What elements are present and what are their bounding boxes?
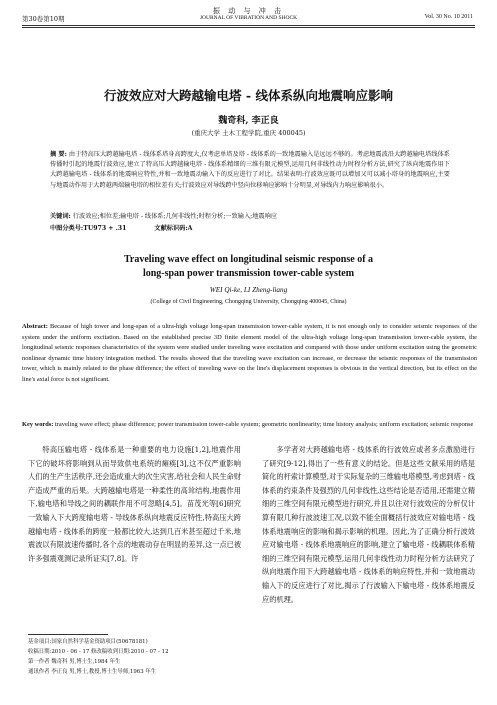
abstract-cn-text: 由于特高压大跨越输电塔 - 线体系塔身高跨度大,仅考虑单塔及塔 - 线体系的一致地震输入是远远不够的。考虑地震波沿大跨越输电塔线体系传播时引起的地震行波效应,建立了特高压大跨越输电塔 - 线体系精细的三维有限元模型,运用几何非线性动力时程分析方法,研究了纵向地震作用下大跨越输电塔 - 线体系的地震响应特性,并和一致地震动输入下的反应进行了对比。结果表明:行波效应既可以增加又可以减小塔身的地震响应,主要与地震动作用于大跨越两端输电塔的相位差有关;行波效应对导线跨中竖向位移响应影响十分明显,对导线内力响应影响很小。 [50,151,450,189]
doc-code-label: 文献标识码: [154,225,188,232]
authors-en: WEI Qi-ke, LI Zheng-liang [209,286,288,294]
footnote-first-author: 第一作者 魏奇科 男,博士生,1984 年生 [28,659,121,665]
authors-cn: 魏奇科, 李正良 [218,116,279,126]
abstract-cn-label: 摘 要: [50,151,67,158]
journal-name-cn: 振 动 与 冲 击 [213,7,284,15]
header-rule-thin [22,27,475,28]
clc-label: 中图分类号: [50,225,84,232]
journal-name-en: JOURNAL OF VIBRATION AND SHOCK [199,15,298,21]
keywords-cn [50,211,450,220]
footnote-corresponding: 通讯作者 李正良 男,博士,教授,博士生导师,1963 年生 [28,669,157,675]
abstract-en [22,322,477,386]
paper-title-cn: 行波效应对大跨越输电塔 - 线体系纵向地震响应影响 [104,88,393,103]
classification-line [50,223,450,232]
clc-value: TU973 + .31 [83,225,127,232]
body-column-right: 多学者对大跨越输电塔 - 线体系的行波效应或者多点激励进行了研究[9-12],得出了一些有意义的结论。但是这些文献采用的塔是简化的杆索计算模型,对于实际复杂的三维输电塔模型,考虑到塔 - 线体系的约束条件及强烈的几何非线性,这些结论是否适用,还需建立精细的三维空间有限元模型进行研究,并且以往对行波效应的分析仅计算有限几种行波波速工况,以致不能全面概括行波效应对输电塔 - 线体系地震响应的影响和揭示影响的机理。因此,为了正确分析行波效应对输电塔 - 线体系地震响应的影响,建立了输电塔 - 线耦联体系精细的三维空间有限元模型,运用几何非线性动力时程分析方法研究了纵向地震作用下大跨越输电塔 - 线体系的响应特性,并和一致地震动输入下的反应进行了对比,揭示了行波输入下输电塔 - 线体系地震反应的机理。 [262,445,476,604]
abstract-en-text: Because of high tower and long-span of a ultra-high voltage long-span transmission tower-cable system, it is not enough only to consider seismic responses of the system under the uniform excitation. Based on the established precise 3D finite element model of the ultra-high voltage long-span transmission tower-cable system, the longitudinal seismic responses characteristics of the system were studied under traveling wave excitation and compared with those under uniform excitation using the geometric nonlinear dynamic time history integration method. The results showed that the traveling wave excitation can increase, or decrease the seismic responses of the transmission tower, which is mainly related to the phase difference; the effect of traveling wave on the line's displacement responses is obvious in the vertical direction, but its effect on the line's axial force is not significant. [22,323,477,383]
keywords-en [22,420,477,431]
volume-issue-en: Vol. 30 No. 10 2011 [424,14,473,20]
footnote-dates: 收稿日期:2010 - 06 - 17 修改稿收到日期:2010 - 07 - 12 [28,649,169,655]
paper-title-en-line2: long-span power transmission tower-cable system [142,268,355,279]
abstract-en-label: Abstract: [22,323,48,330]
affiliation-cn: (重庆大学 土木工程学院,重庆 400045) [191,129,306,137]
footnote-rule [28,634,108,635]
paper-title-en [0,253,497,281]
footnote-fund: 基金项目:国家自然科学基金资助项目(50678181) [28,639,148,645]
header-rule [22,25,475,26]
doc-code-value: A [187,225,193,232]
affiliation-en: (College of Civil Engineering, Chongqing University, Chongqing 400045, China) [150,299,347,305]
volume-issue-cn: 第30卷第10期 [22,15,65,23]
keywords-cn-text: 行波效应;相位差;输电塔 - 线体系;几何非线性;时程分析;一致输入;地震响应 [72,213,277,220]
abstract-cn [50,150,450,191]
keywords-cn-label: 关键词: [50,213,71,220]
keywords-en-text: traveling wave effect; phase difference; power transmission tower-cable system; geometric nonlinearity; time history analysis; uniform excitation; seismic response [55,421,474,428]
keywords-en-label: Key words: [22,421,54,428]
paper-title-en-line1: Traveling wave effect on longitudinal seismic response of a [123,254,374,265]
body-column-left: 特高压输电塔 - 线体系是一种重要的电力设施[1,2],地震作用下它的破坏将影响到从而导致供电系统的瘫痪[3],这不仅严重影响人们的生产生活秩序,还会造成重大的次生灾害,给社会和人民生命财产造成严重的后果。大跨越输电塔是一种柔性的高耸结构,地震作用下,输电塔和导线之间的耦联作用不可忽略[4,5]。苗茂光等[6]研究一致输入下大跨度输电塔 - 导线体系纵向地震反应特性,特高压大跨越输电塔 - 线体系的跨度一般都比较大,达到几百米甚至超过千米,地震波以有限波速传播时,各个点的地震动存在明显的差异,这一点已被许多强震观测记录所证实[7,8]。许 [28,445,242,563]
